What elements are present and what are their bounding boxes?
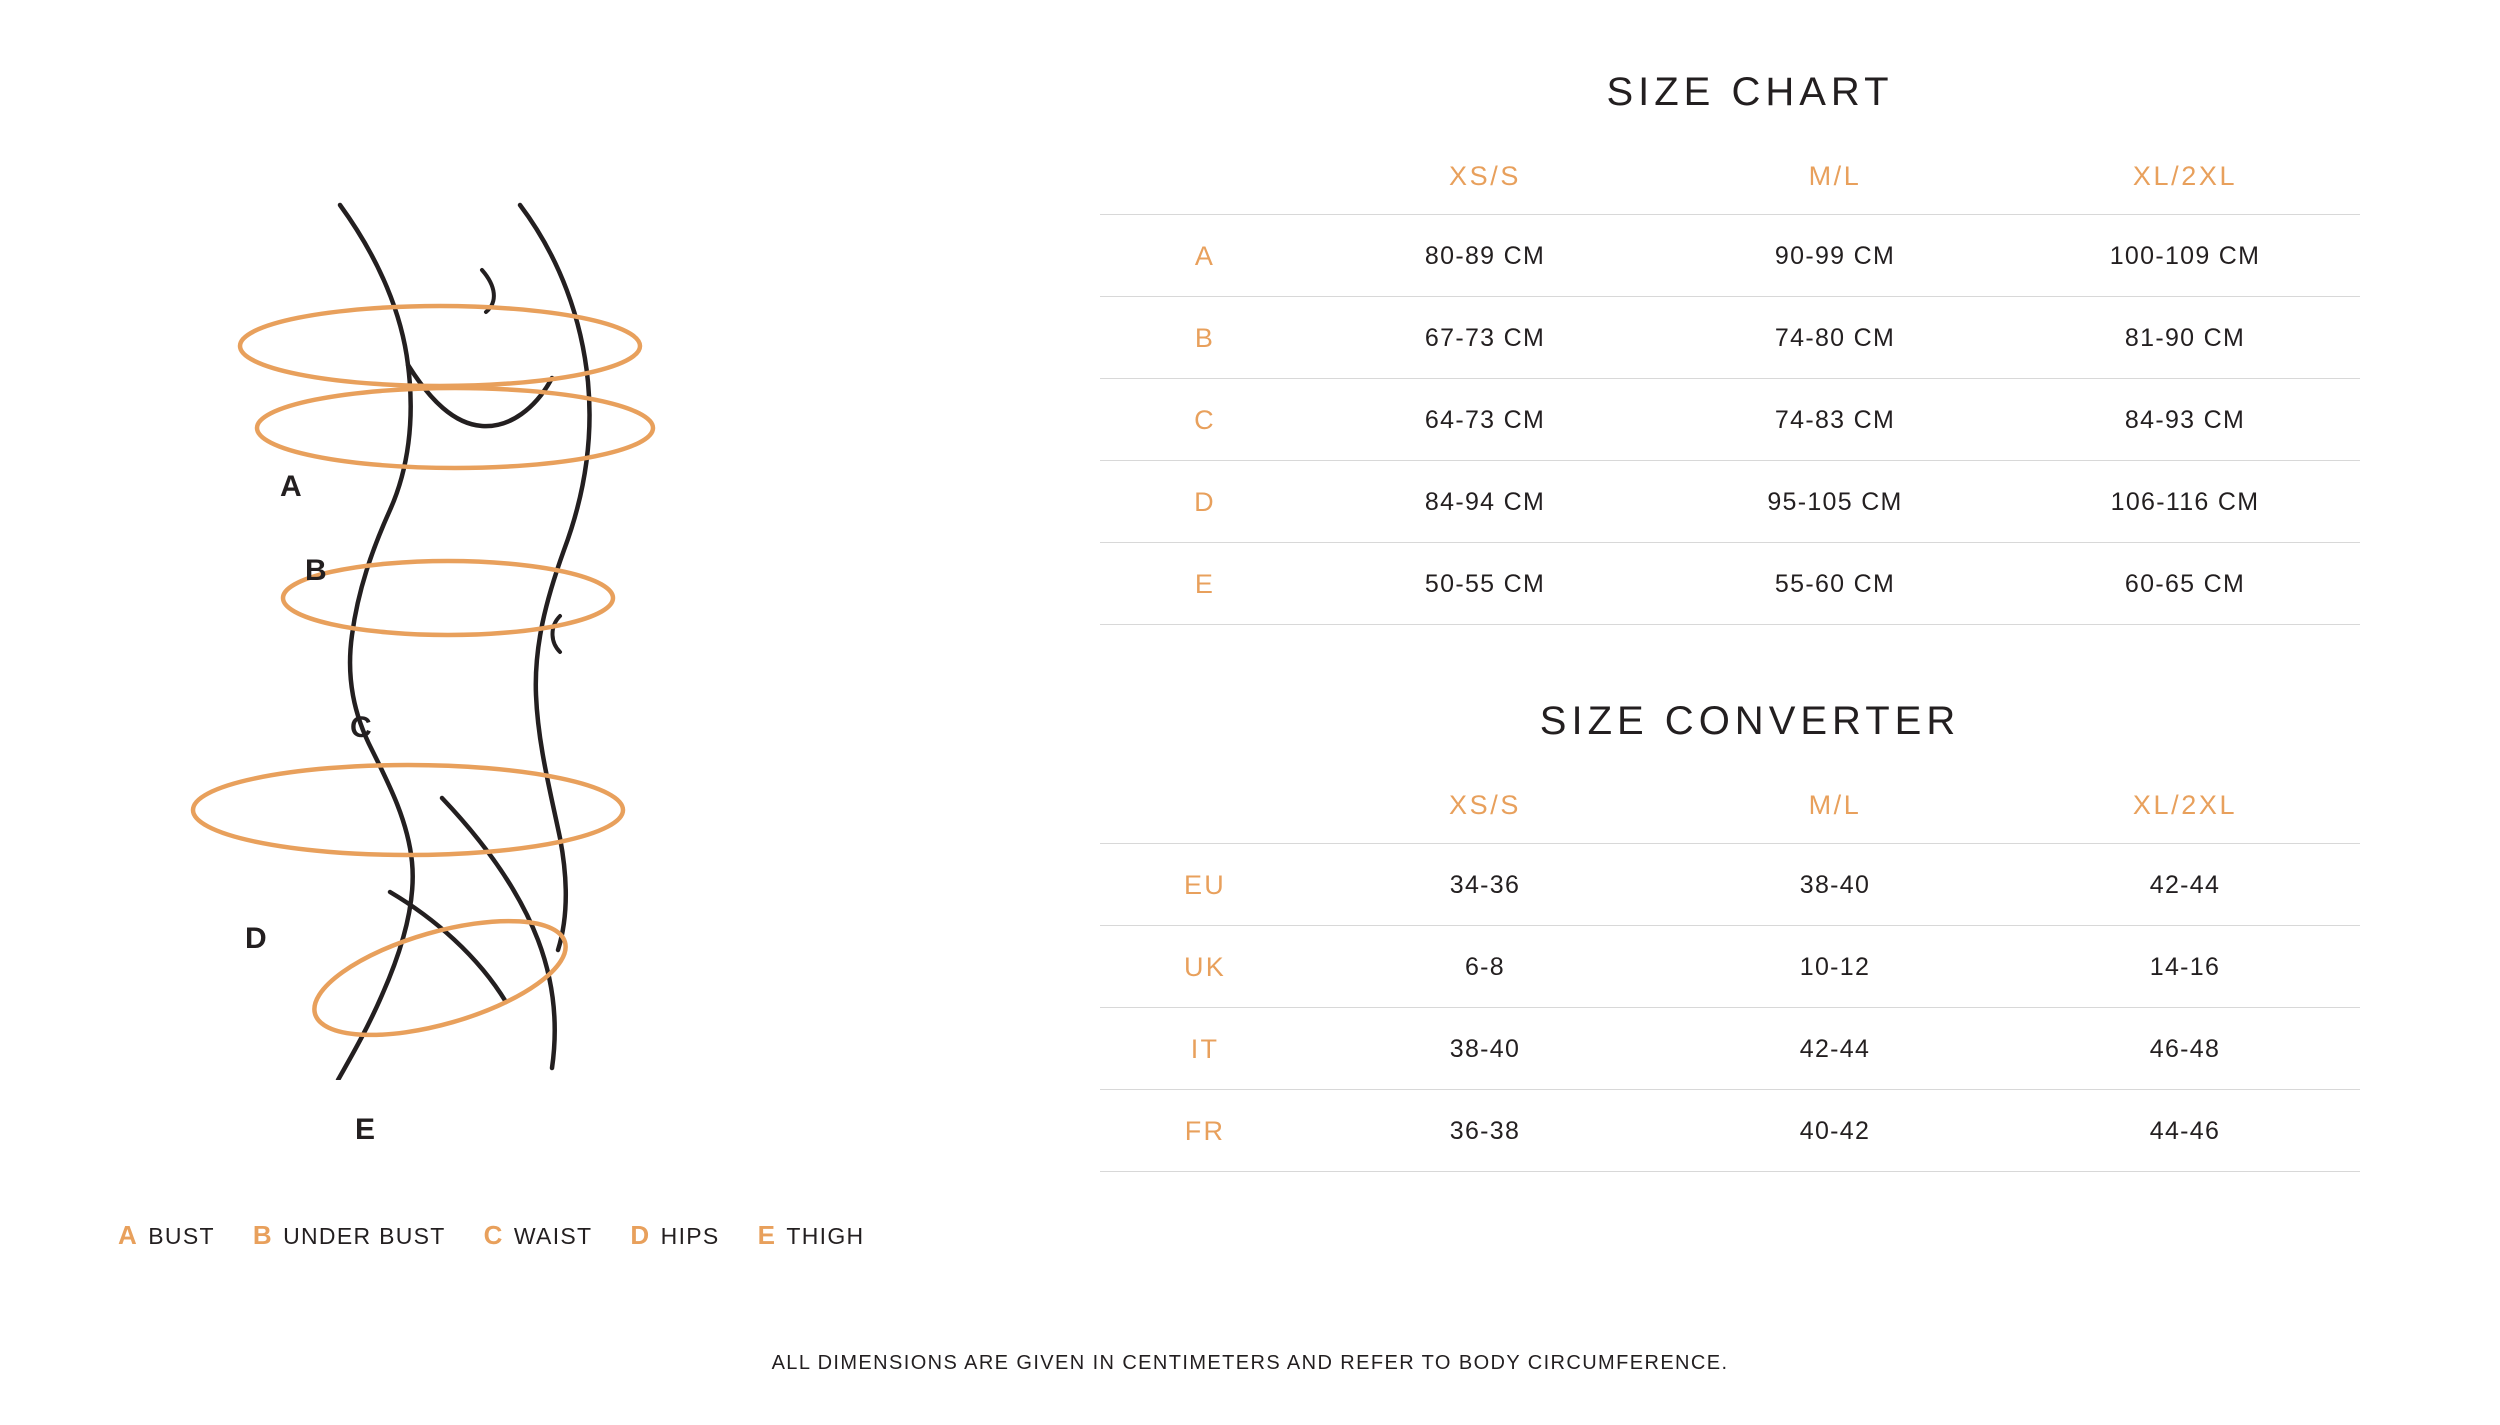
size-chart-header-blank [1100, 161, 1310, 215]
size-chart-row-key-b: B [1100, 297, 1310, 379]
legend-label-under-bust: UNDER BUST [283, 1223, 446, 1249]
size-converter-uk-m-l: 10-12 [1660, 926, 2010, 1008]
figure-marker-a: A [280, 470, 303, 503]
legend-key-c: C [483, 1220, 503, 1250]
size-converter-row-key-fr: FR [1100, 1090, 1310, 1172]
size-converter-header-xs-s: XS/S [1449, 790, 1521, 820]
size-converter-it-xs-s: 38-40 [1310, 1008, 1660, 1090]
legend-item-bust [118, 1220, 215, 1251]
size-chart-d-xs-s: 84-94 CM [1310, 461, 1660, 543]
size-chart-a-xs-s: 80-89 CM [1310, 215, 1660, 297]
legend-label-bust: BUST [148, 1223, 215, 1249]
table-row [1100, 543, 2360, 625]
table-row [1100, 297, 2360, 379]
size-converter-table [1100, 790, 2360, 1172]
size-converter-fr-xs-s: 36-38 [1310, 1090, 1660, 1172]
tables-container [1100, 70, 2400, 1172]
size-chart-b-xl-2xl: 81-90 CM [2010, 297, 2360, 379]
size-chart-c-xs-s: 64-73 CM [1310, 379, 1660, 461]
measure-ellipse-a [240, 306, 640, 386]
size-chart-table [1100, 161, 2360, 625]
measure-ellipse-e [302, 898, 577, 1058]
body-measurement-illustration [90, 150, 880, 1146]
size-converter-title: SIZE CONVERTER [1539, 699, 1961, 743]
size-chart-a-xl-2xl: 100-109 CM [2010, 215, 2360, 297]
size-chart-row-key-e: E [1100, 543, 1310, 625]
table-row [1100, 844, 2360, 926]
size-chart-a-m-l: 90-99 CM [1660, 215, 2010, 297]
size-converter-it-m-l: 42-44 [1660, 1008, 2010, 1090]
figure-marker-c: C [350, 711, 373, 744]
size-converter-header-m-l: M/L [1808, 790, 1862, 820]
legend-key-a: A [118, 1220, 138, 1250]
size-converter-row-key-eu: EU [1100, 844, 1310, 926]
size-chart-d-xl-2xl: 106-116 CM [2010, 461, 2360, 543]
legend-key-b: B [252, 1220, 273, 1250]
measure-ellipse-b [257, 388, 653, 468]
size-chart-b-xs-s: 67-73 CM [1310, 297, 1660, 379]
legend-label-waist: WAIST [513, 1223, 593, 1249]
footnote-text: ALL DIMENSIONS ARE GIVEN IN CENTIMETERS AND REFER TO BODY CIRCUMFERENCE. [771, 1352, 1729, 1374]
figure-marker-e: E [355, 1113, 376, 1146]
size-converter-it-xl-2xl: 46-48 [2010, 1008, 2360, 1090]
size-chart-c-m-l: 74-83 CM [1660, 379, 2010, 461]
legend-item-thigh [758, 1220, 865, 1251]
size-chart-row-key-c: C [1100, 379, 1310, 461]
figure-marker-d: D [245, 922, 268, 955]
legend-label-hips: HIPS [660, 1223, 720, 1249]
size-chart-c-xl-2xl: 84-93 CM [2010, 379, 2360, 461]
size-chart-row-key-a: A [1100, 215, 1310, 297]
table-row [1100, 926, 2360, 1008]
size-chart-d-m-l: 95-105 CM [1660, 461, 2010, 543]
legend-key-d: D [630, 1220, 650, 1250]
size-converter-eu-xs-s: 34-36 [1310, 844, 1660, 926]
size-converter-fr-xl-2xl: 44-46 [2010, 1090, 2360, 1172]
figure-marker-b: B [305, 554, 328, 587]
size-converter-header-row [1100, 790, 2360, 844]
size-converter-uk-xl-2xl: 14-16 [2010, 926, 2360, 1008]
size-chart-header-row [1100, 161, 2360, 215]
size-converter-header-xl-2xl: XL/2XL [2132, 790, 2238, 820]
size-converter-eu-xl-2xl: 42-44 [2010, 844, 2360, 926]
body-figure-svg [90, 150, 880, 1080]
size-converter-row-key-uk: UK [1100, 926, 1310, 1008]
size-chart-header-xs-s: XS/S [1449, 161, 1521, 191]
size-converter-row-key-it: IT [1100, 1008, 1310, 1090]
legend-item-under-bust [253, 1220, 446, 1251]
size-chart-e-xl-2xl: 60-65 CM [2010, 543, 2360, 625]
size-chart-row-key-d: D [1100, 461, 1310, 543]
size-chart-title: SIZE CHART [1606, 70, 1894, 114]
size-converter-header-blank [1100, 790, 1310, 844]
size-converter-eu-m-l: 38-40 [1660, 844, 2010, 926]
size-chart-e-xs-s: 50-55 CM [1310, 543, 1660, 625]
size-converter-fr-m-l: 40-42 [1660, 1090, 2010, 1172]
size-converter-uk-xs-s: 6-8 [1310, 926, 1660, 1008]
measure-ellipse-c [283, 561, 613, 635]
legend-label-thigh: THIGH [786, 1223, 865, 1249]
legend-item-hips [630, 1220, 719, 1251]
size-chart-e-m-l: 55-60 CM [1660, 543, 2010, 625]
table-row [1100, 215, 2360, 297]
size-chart-header-m-l: M/L [1808, 161, 1862, 191]
measurement-legend [118, 1220, 864, 1251]
table-row [1100, 1090, 2360, 1172]
size-chart-b-m-l: 74-80 CM [1660, 297, 2010, 379]
legend-item-waist [484, 1220, 593, 1251]
table-row [1100, 461, 2360, 543]
table-row [1100, 1008, 2360, 1090]
size-chart-header-xl-2xl: XL/2XL [2132, 161, 2238, 191]
legend-key-e: E [757, 1220, 776, 1250]
table-row [1100, 379, 2360, 461]
